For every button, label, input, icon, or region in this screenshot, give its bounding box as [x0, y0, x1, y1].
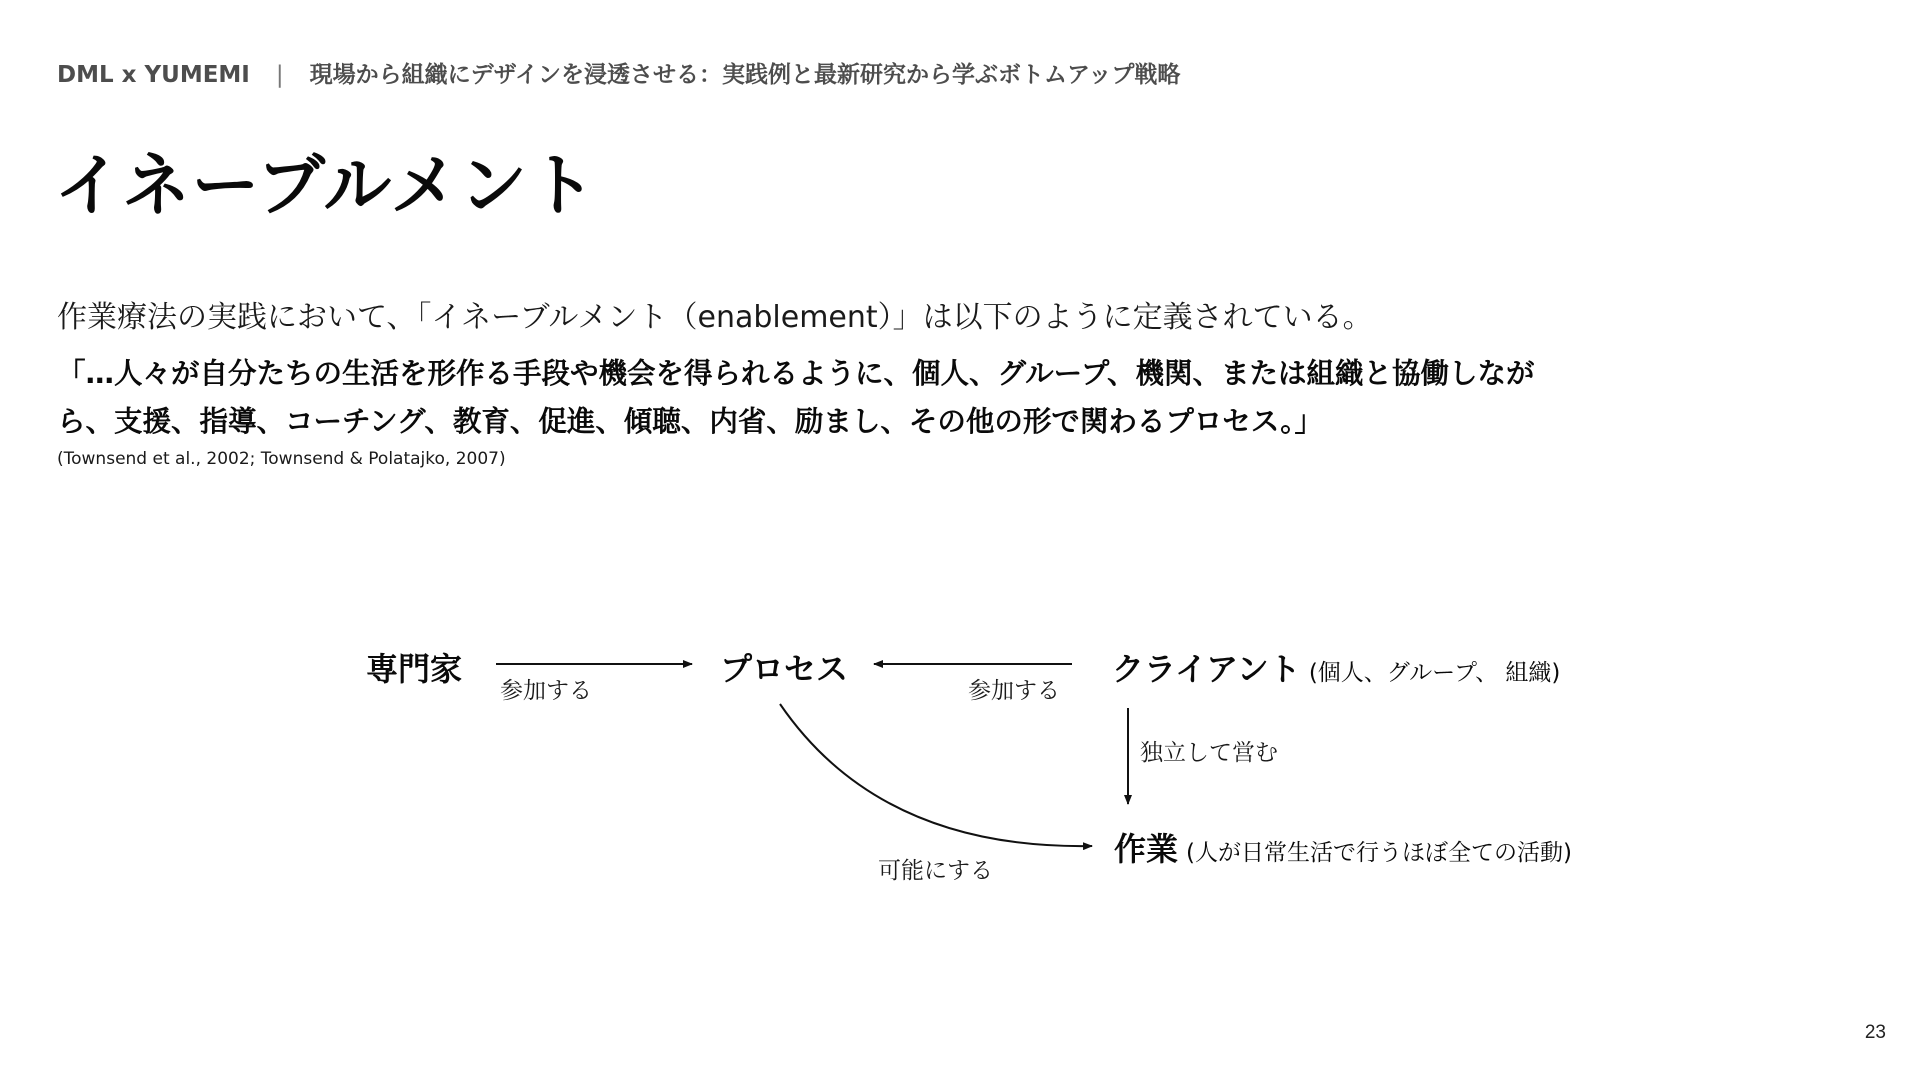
arrow-process-to-occupation	[780, 704, 1092, 846]
edge-label-enables: 可能にする	[878, 858, 993, 884]
quote-line: 「…人々が自分たちの生活を形作る手段や機会を得られるように、個人、グループ、機関、または組織と協働しなが	[57, 357, 1535, 390]
node-occupation-label: 作業	[1114, 830, 1179, 868]
node-occupation-note: (人が日常生活で行うほぼ全ての活動)	[1186, 840, 1572, 866]
edge-label-expert-participates: 参加する	[500, 678, 592, 704]
edge-label-independent: 独立して営む	[1140, 740, 1278, 766]
header-deck-title: 現場から組織にデザインを浸透させる：実践例と最新研究から学ぶボトムアップ戦略	[309, 62, 1181, 88]
node-process: プロセス	[720, 650, 849, 688]
node-expert: 専門家	[366, 650, 463, 688]
header-brand: DML x YUMEMI	[57, 62, 250, 88]
header-separator: |	[275, 62, 284, 88]
intro-text: 作業療法の実践において、「イネーブルメント（enablement）」は以下のように定義されている。	[57, 300, 1373, 335]
edge-label-client-participates: 参加する	[968, 678, 1060, 704]
citation: (Townsend et al., 2002; Townsend & Polatajko, 2007)	[57, 449, 506, 469]
node-client-note: (個人、グループ、 組織)	[1308, 660, 1561, 686]
quote-line: ら、支援、指導、コーチング、教育、促進、傾聴、内省、励まし、その他の形で関わるプロセス。」	[57, 405, 1323, 438]
slide-title: イネーブルメント	[54, 147, 598, 226]
node-client	[1112, 644, 1560, 690]
node-client-label: クライアント	[1112, 650, 1301, 688]
page-number: 23	[1864, 1022, 1886, 1043]
node-occupation	[1114, 824, 1572, 870]
